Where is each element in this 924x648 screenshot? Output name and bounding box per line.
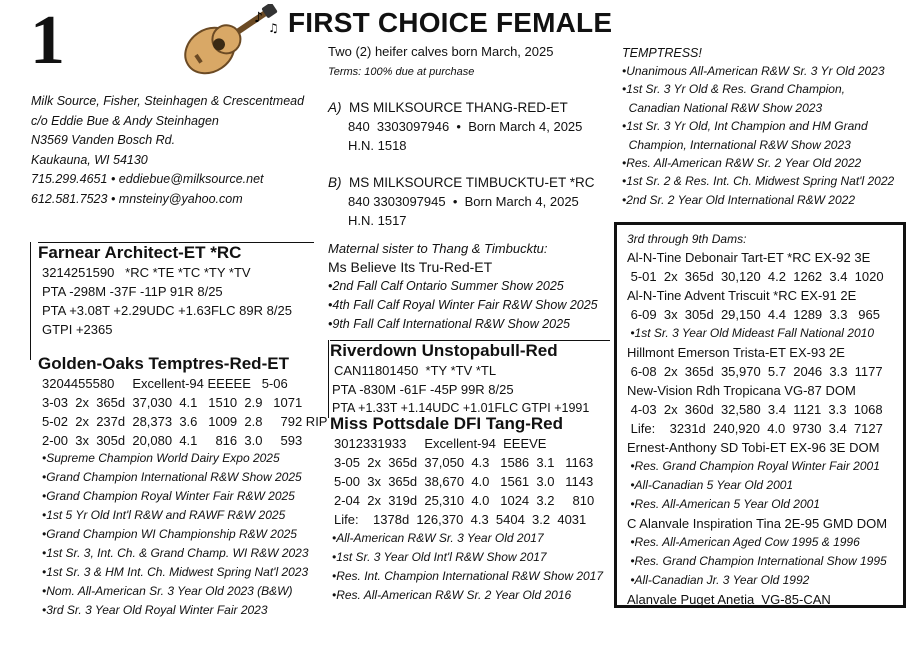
offer-terms: Terms: 100% due at purchase	[328, 66, 475, 78]
dam-award: •Grand Champion WI Championship R&W 2025	[42, 527, 297, 541]
granddam-record: 3-05 2x 365d 37,050 4.3 1586 3.1 1163	[334, 455, 594, 470]
temptress-award: •2nd Sr. 2 Year Old International R&W 2022	[622, 192, 856, 207]
page-title: FIRST CHOICE FEMALE	[288, 7, 613, 38]
granddam-record: Life: 1378d 126,370 4.3 5404 3.2 4031	[334, 512, 587, 527]
dam-record: 3-03 2x 365d 37,030 4.1 1510 2.9 1071	[42, 395, 303, 410]
calf-a-hn: H.N. 1518	[348, 138, 407, 153]
calf-a-label: A)	[328, 100, 342, 115]
dams-line: •Res. Grand Champion Royal Winter Fair 2001	[627, 459, 880, 473]
bull-name: Riverdown Unstopabull-Red	[330, 341, 558, 360]
granddam-award: •Res. All-American R&W Sr. 2 Year Old 2016	[332, 588, 572, 602]
dam-award: •Supreme Champion World Dairy Expo 2025	[42, 451, 280, 465]
temptress-award: •Res. All-American R&W Sr. 2 Year Old 2022	[622, 156, 862, 171]
dam-award: •1st 5 Yr Old Int'l R&W and RAWF R&W 2025	[42, 508, 286, 522]
dams-line: Ernest-Anthony SD Tobi-ET EX-96 3E DOM	[627, 440, 880, 455]
granddam-record: 5-00 3x 365d 38,670 4.0 1561 3.0 1143	[334, 474, 594, 489]
dam-record: 5-02 2x 237d 28,373 3.6 1009 2.8 792 RIP	[42, 414, 328, 429]
consignor-line: N3569 Vanden Bosch Rd.	[31, 133, 176, 147]
lot-number: 1	[30, 2, 65, 79]
maternal-award: •2nd Fall Calf Ontario Summer Show 2025	[328, 279, 564, 293]
dams-line: 6-09 3x 305d 29,150 4.4 1289 3.3 965	[627, 307, 880, 322]
granddam-award: •Res. Int. Champion International R&W Show 2017	[332, 569, 604, 583]
granddam-name: Miss Pottsdale DFI Tang-Red	[330, 414, 563, 433]
granddam-award: •1st Sr. 3 Year Old Int'l R&W Show 2017	[332, 550, 547, 564]
dams-line: Al-N-Tine Debonair Tart-ET *RC EX-92 3E	[627, 250, 871, 265]
calf-b-hn: H.N. 1517	[348, 213, 407, 228]
bull-block	[330, 340, 610, 418]
calf-a-id: 840 3303097946 • Born March 4, 2025	[348, 119, 583, 134]
maternal-heading: Maternal sister to Thang & Timbucktu:	[328, 241, 548, 256]
offer-description: Two (2) heifer calves born March, 2025	[328, 44, 554, 59]
dam-award: •1st Sr. 3, Int. Ch. & Grand Champ. WI R&W 2023	[42, 546, 309, 560]
calf-b-id: 840 3303097945 • Born March 4, 2025	[348, 194, 579, 209]
dams-line: 4-03 2x 360d 32,580 3.4 1121 3.3 1068	[627, 402, 883, 417]
granddam-award: •All-American R&W Sr. 3 Year Old 2017	[332, 531, 544, 545]
bull-line: CAN11801450 *TY *TV *TL	[334, 363, 497, 378]
dam-award: •1st Sr. 3 & HM Int. Ch. Midwest Spring Nat'l 2023	[42, 565, 309, 579]
granddam-record: 3012331933 Excellent-94 EEEVE	[334, 436, 547, 451]
svg-text:♫: ♫	[268, 21, 279, 35]
dams-line: •Res. All-American Aged Cow 1995 & 1996	[627, 535, 860, 549]
dams-line: •1st Sr. 3 Year Old Mideast Fall National 2010	[627, 326, 874, 340]
svg-text:♪: ♪	[254, 10, 263, 26]
maternal-name: Ms Believe Its Tru-Red-ET	[328, 259, 493, 275]
sire-name: Farnear Architect-ET *RC	[38, 243, 242, 262]
calf-a	[328, 98, 582, 155]
sire-line: PTA -298M -37F -11P 91R 8/25	[42, 284, 223, 299]
dams-line: •Res. All-American 5 Year Old 2001	[627, 497, 820, 511]
consignor-line: Milk Source, Fisher, Steinhagen & Crescentmead	[31, 94, 305, 108]
consignor-line: Kaukauna, WI 54130	[31, 152, 148, 167]
dam-award: •Grand Champion Royal Winter Fair R&W 2025	[42, 489, 295, 503]
dams-line: 5-01 2x 365d 30,120 4.2 1262 3.4 1020	[627, 269, 884, 284]
dams-line: C Alanvale Inspiration Tina 2E-95 GMD DOM	[627, 516, 888, 531]
sire-line: 3214251590 *RC *TE *TC *TY *TV	[42, 265, 251, 280]
consignor-line: c/o Eddie Bue & Andy Steinhagen	[31, 113, 219, 128]
calf-b	[328, 173, 595, 230]
bull-line: PTA -830M -61F -45P 99R 8/25	[332, 382, 514, 397]
sire-line: PTA +3.08T +2.29UDC +1.63FLC 89R 8/25	[42, 303, 292, 318]
granddam-record: 2-04 2x 319d 25,310 4.0 1024 3.2 810	[334, 493, 595, 508]
maternal-award: •9th Fall Calf International R&W Show 2025	[328, 317, 570, 331]
sire-block	[38, 242, 314, 339]
sire-line: GTPI +2365	[42, 322, 113, 337]
maternal-sister-block	[328, 239, 598, 334]
dam-record: 3204455580 Excellent-94 EEEEE 5-06	[42, 376, 288, 391]
temptress-award: Canadian National R&W Show 2023	[622, 100, 823, 115]
consignor-block	[31, 92, 304, 209]
dams-heading: 3rd through 9th Dams:	[627, 232, 747, 246]
dams-line: Al-N-Tine Advent Triscuit *RC EX-91 2E	[627, 288, 857, 303]
dams-line: Life: 3231d 240,920 4.0 9730 3.4 7127	[627, 421, 883, 436]
temptress-block	[622, 44, 918, 209]
dam-block	[38, 354, 328, 450]
dam-award: •3rd Sr. 3 Year Old Royal Winter Fair 2023	[42, 603, 268, 617]
dams-line: Alanvale Puget Anetia VG-85-CAN	[627, 592, 831, 607]
calf-a-name: MS MILKSOURCE THANG-RED-ET	[349, 100, 568, 115]
dams-line: Hillmont Emerson Trista-ET EX-93 2E	[627, 345, 845, 360]
pedigree-bracket	[30, 242, 31, 360]
dams-line: •All-Canadian Jr. 3 Year Old 1992	[627, 573, 810, 587]
calf-b-name: MS MILKSOURCE TIMBUCKTU-ET *RC	[349, 175, 595, 190]
bull-line: PTA +1.33T +1.14UDC +1.01FLC GTPI +1991	[332, 401, 590, 415]
dams-line: •All-Canadian 5 Year Old 2001	[627, 478, 794, 492]
consignor-line: 715.299.4651 • eddiebue@milksource.net	[31, 172, 264, 186]
dam-name: Golden-Oaks Temptres-Red-ET	[38, 354, 289, 373]
temptress-award: •Unanimous All-American R&W Sr. 3 Yr Old 2023	[622, 64, 885, 78]
dams-line: •Res. Grand Champion International Show 1995	[627, 554, 887, 568]
maternal-award: •4th Fall Calf Royal Winter Fair R&W Show 2025	[328, 298, 598, 312]
temptress-award: •1st Sr. 3 Yr Old, Int Champion and HM Grand	[622, 119, 868, 134]
temptress-award: •1st Sr. 2 & Res. Int. Ch. Midwest Spring Nat'l 2022	[622, 174, 895, 189]
granddam-block	[330, 414, 612, 605]
calf-b-label: B)	[328, 175, 342, 190]
consignor-line: 612.581.7523 • mnsteiny@yahoo.com	[31, 191, 243, 206]
dam-award: •Nom. All-American Sr. 3 Year Old 2023 (B&W)	[42, 584, 293, 598]
temptress-award: Champion, International R&W Show 2023	[622, 137, 851, 152]
pedigree-bracket	[328, 340, 329, 418]
temptress-heading: TEMPTRESS!	[622, 46, 702, 60]
temptress-award: •1st Sr. 3 Yr Old & Res. Grand Champion,	[622, 82, 845, 97]
dam-awards	[42, 449, 326, 620]
guitar-icon	[176, 4, 288, 80]
dam-record: 2-00 3x 305d 20,080 4.1 816 3.0 593	[42, 433, 303, 448]
dam-award: •Grand Champion International R&W Show 2025	[42, 470, 302, 484]
dams-line: 6-08 2x 365d 35,970 5.7 2046 3.3 1177	[627, 364, 883, 379]
dams-line: New-Vision Rdh Tropicana VG-87 DOM	[627, 383, 856, 398]
dams-box	[614, 222, 906, 608]
